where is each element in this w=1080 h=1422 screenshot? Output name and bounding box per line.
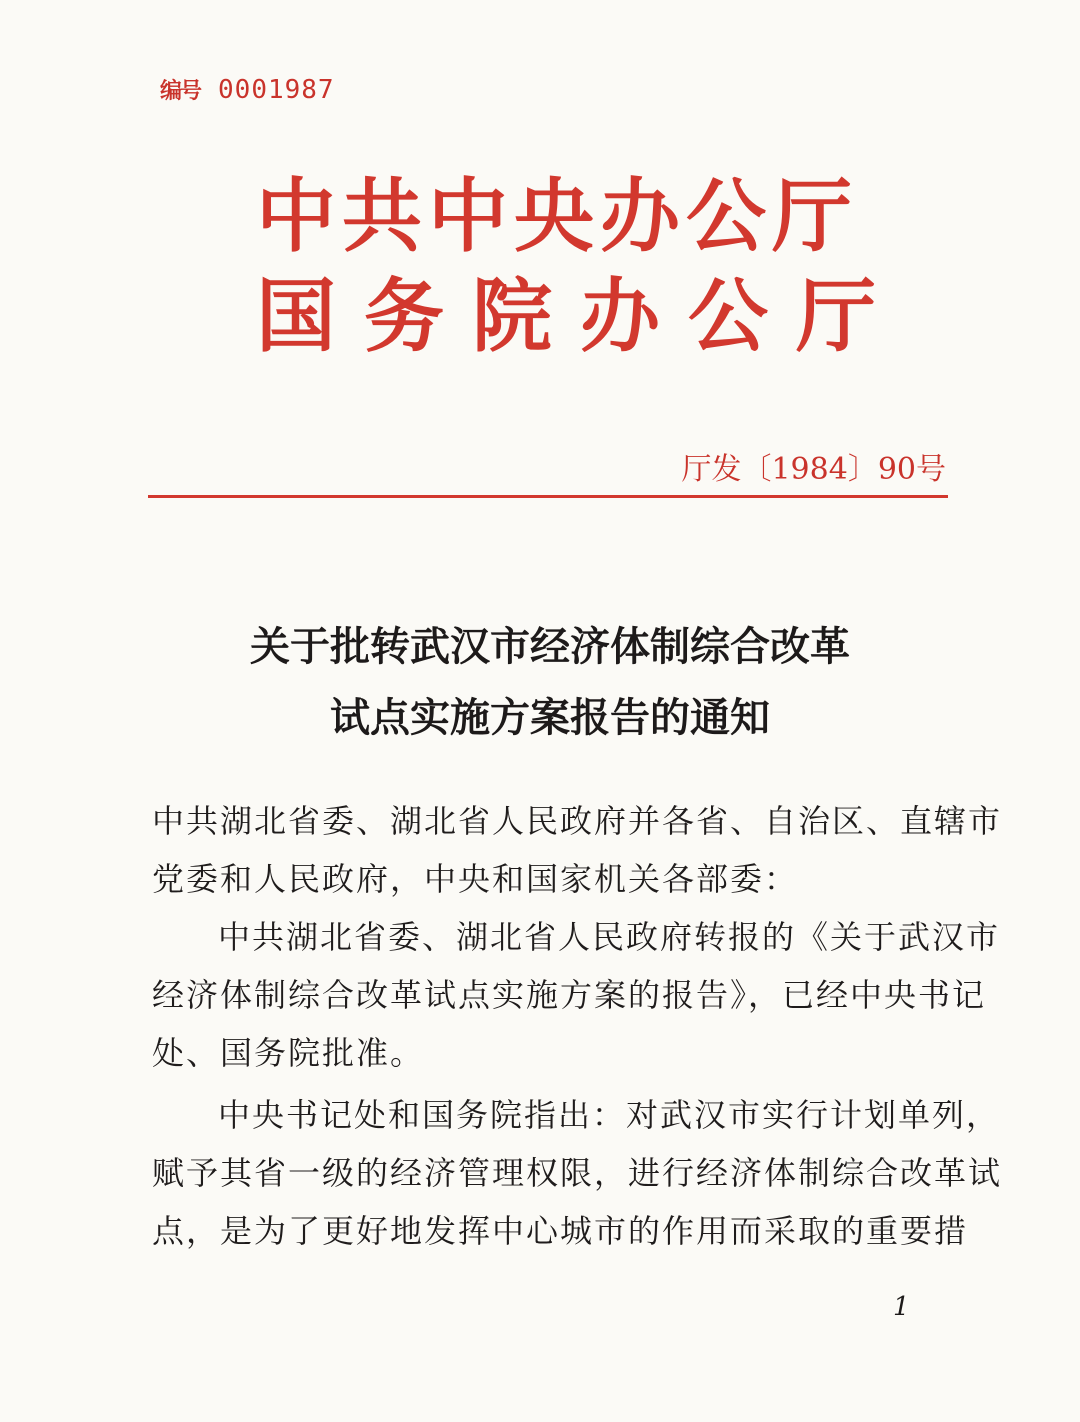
paragraph-line: 中共湖北省委、湖北省人民政府转报的《关于武汉市 [218, 918, 1001, 956]
serial-number-block [160, 74, 335, 114]
page-number: 1 [893, 1292, 910, 1322]
red-divider-line [148, 495, 948, 498]
paragraph-line: 经济体制综合改革试点实施方案的报告》，已经中央书记 [152, 976, 987, 1014]
document-title-line-1: 关于批转武汉市经济体制综合改革 [250, 623, 850, 670]
paragraph-line: 处、国务院批准。 [152, 1034, 425, 1072]
addressee-paragraph [152, 792, 1003, 908]
paragraph-line: 中央书记处和国务院指出：对武汉市实行计划单列， [218, 1096, 1001, 1134]
explanation-paragraph [152, 1086, 1003, 1260]
serial-number: 0001987 [218, 75, 335, 105]
paragraph-line: 点，是为了更好地发挥中心城市的作用而采取的重要措 [152, 1212, 969, 1250]
approval-paragraph [152, 908, 1001, 1082]
document-title-line-2: 试点实施方案报告的通知 [330, 694, 770, 741]
document-number: 厅发〔1984〕90号 [681, 452, 946, 487]
paragraph-line: 赋予其省一级的经济管理权限，进行经济体制综合改革试 [152, 1154, 1003, 1192]
addressee-line: 中共湖北省委、湖北省人民政府并各省、自治区、直辖市 [152, 802, 1003, 840]
addressee-line: 党委和人民政府，中央和国家机关各部委： [152, 860, 799, 898]
issuer-line-1: 中共中央办公厅 [256, 169, 858, 263]
issuer-line-2: 国务院办公厅 [256, 269, 904, 363]
serial-label: 编号 [160, 78, 201, 104]
